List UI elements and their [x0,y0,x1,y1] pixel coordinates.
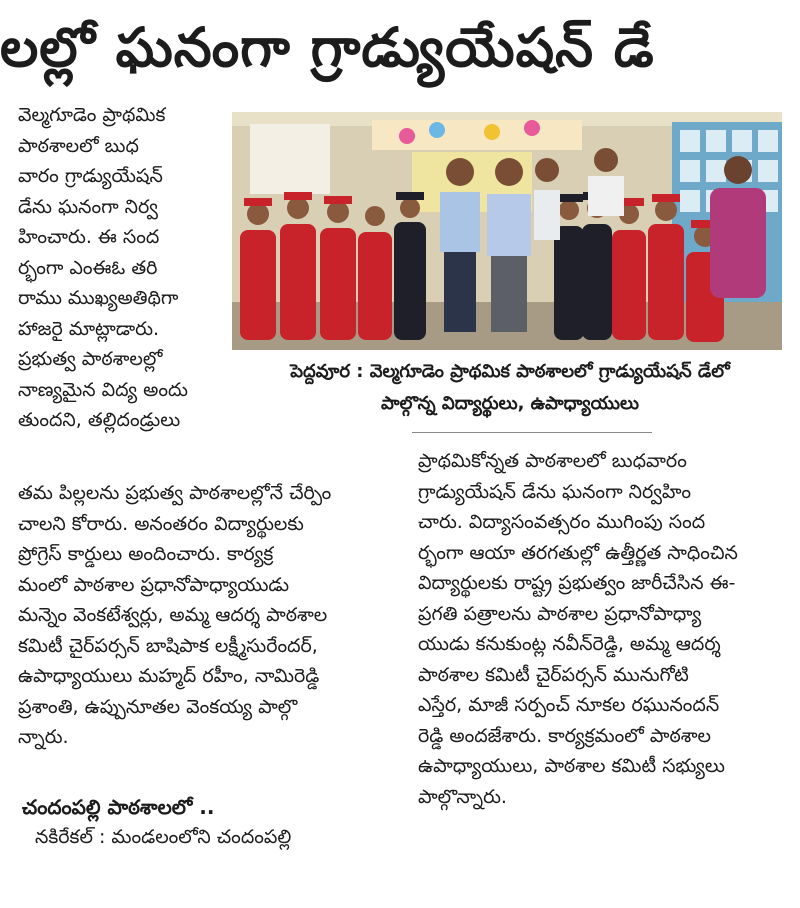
subheading: చందంపల్లి పాఠశాలలో .. [22,795,215,819]
article-paragraph-right: ప్రాథమికోన్నత పాఠశాలలో బుధవారం గ్రాడ్యుయేషన్ డేను ఘనంగా నిర్వహిం చారు. విద్యాసంవత్సరం ముగింపు సంద ర్భంగా ఆయా తరగతుల్లో ఉత్తీర్ణత సాధించిన విద్యార్థులకు రాష్ట్ర ప్రభుత్వం జారీచేసిన ఈ- ప్రగతి పత్రాలను పాఠశాల ప్రధానోపాధ్యా యుడు కనుకుంట్ల నవీన్‌రెడ్డి, అమ్మ ఆదర్శ పాఠశాల కమిటీ చైర్‌పర్సన్ మునుగోటి ఎస్తేర, మాజీ సర్పంచ్ నూకల రఘునందన్ రెడ్డి అందజేశారు. కార్యక్రమంలో పాఠశాల ఉపాధ్యాయులు, పాఠశాల కమిటీ సభ్యులు పాల్గొన్నారు. [418,450,738,808]
headline: లల్లో ఘనంగా గ్రాడ్యుయేషన్ డే [0,16,655,79]
article-paragraph-left-bottom: తమ పిల్లలను ప్రభుత్వ పాఠశాలల్లోనే చేర్పిం చాలని కోరారు. అనంతరం విద్యార్థులకు ప్రోగ్రెస్ కార్డులు అందించారు. కార్యక్ర మంలో పాఠశాల ప్రధానోపాధ్యాయుడు మన్నెం వెంకటేశ్వర్లు, అమ్మ ఆదర్శ పాఠశాల కమిటీ చైర్‌పర్సన్ బాషిపాక లక్ష్మీసురేందర్, ఉపాధ్యాయులు మహ్మద్ రహీం, నామిరెడ్డి ప్రశాంతి, ఉప్పునూతల వెంకయ్య పాల్గొ న్నారు. [18,482,332,748]
news-photo [232,112,782,350]
photo-caption: పెద్దవూర : వెల్మగూడెం ప్రాథమిక పాఠశాలలో గ్రాడ్యుయేషన్ డేలో పాల్గొన్న విద్యార్థులు, ఉపాధ్యాయులు [290,361,730,414]
subheading-paragraph: నకిరేకల్ : మండలంలోని చందంపల్లి [35,826,292,848]
article-paragraph-left-top: వెల్మగూడెం ప్రాథమిక పాఠశాలలో బుధ వారం గ్రాడ్యుయేషన్ డేను ఘనంగా నిర్వ హించారు. ఈ సంద ర్భంగా ఎంఈఓ తరి రాము ముఖ్యఅతిథిగా హాజరై మాట్లాడారు. ప్రభుత్వ పాఠశాలల్లో నాణ్యమైన విద్య అందు తుందని, తల్లిదండ్రులు [18,104,188,431]
caption-divider [412,432,652,433]
